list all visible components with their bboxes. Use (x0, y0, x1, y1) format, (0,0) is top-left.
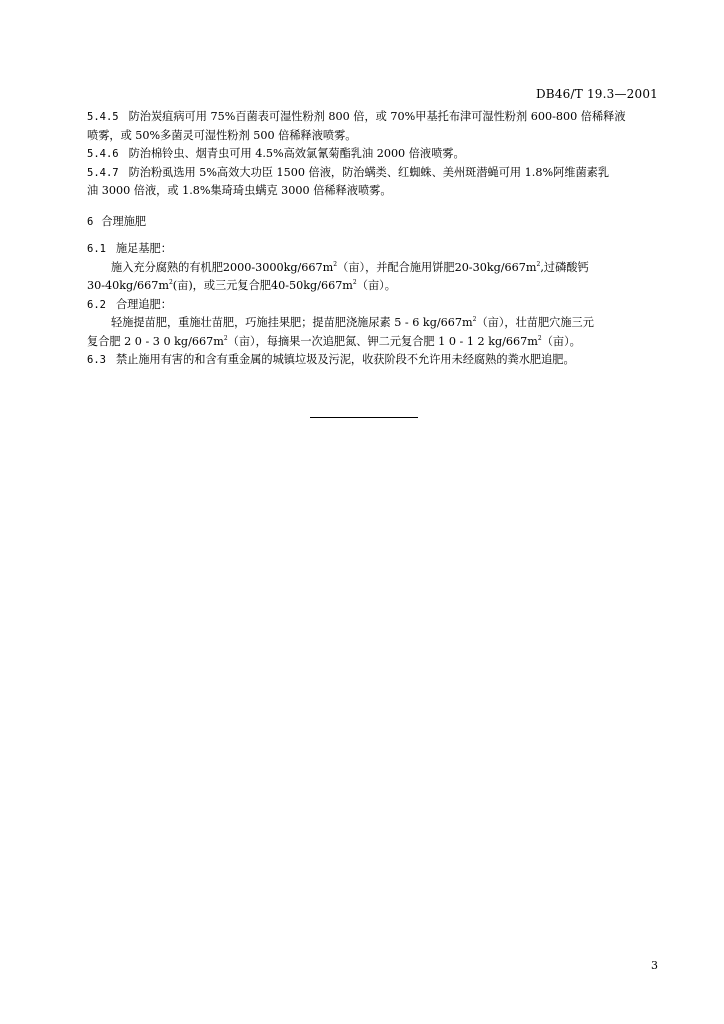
clause-number: 6.3 (87, 354, 106, 366)
section-number: 6 (87, 215, 94, 228)
paragraph-text: （亩），壮苗肥穴施三元 (476, 316, 594, 329)
section-title: 合理施肥 (101, 214, 147, 228)
superscript: 2 (352, 279, 357, 286)
paragraph-5-4-5-line-2 (87, 127, 659, 146)
superscript: 2 (333, 260, 338, 268)
paragraph-text: (亩)，或三元复合肥40-50kg/667m (172, 279, 353, 292)
clause-title: 施足基肥： (115, 242, 172, 255)
superscript: 2 (223, 334, 228, 342)
clause-number: 5.4.5 (87, 111, 119, 123)
standard-code: DB46/T 19.3—2001 (535, 87, 658, 101)
paragraph-text: 防治棉铃虫、烟青虫可用 4.5%高效氯氰菊酯乳油 2000 倍液喷雾。 (128, 147, 465, 160)
clause-6-1-heading (87, 240, 659, 259)
clause-title: 合理追肥： (115, 297, 172, 311)
paragraph-text: 轻施提苗肥，重施壮苗肥，巧施挂果肥；提苗肥浇施尿素 5 - 6 kg/667m (111, 316, 473, 329)
paragraph-5-4-5-line-1 (87, 108, 659, 127)
paragraph-text: 禁止施用有害的和含有重金属的城镇垃圾及污泥，收获阶段不允许用未经腐熟的粪水肥追肥。 (115, 353, 575, 366)
superscript: 2 (472, 316, 477, 323)
paragraph-text: 喷雾，或 50%多菌灵可湿性粉剂 500 倍稀释液喷雾。 (87, 128, 357, 142)
clause-6-1-line-2 (87, 277, 659, 296)
paragraph-text: （亩），并配合施用饼肥20-30kg/667m (337, 260, 537, 274)
superscript: 2 (537, 334, 542, 342)
paragraph-text: 施入充分腐熟的有机肥2000-3000kg/667m (111, 260, 334, 274)
clause-6-1-line-1 (87, 259, 659, 278)
document-body (87, 108, 659, 370)
paragraph-text: （亩）。 (541, 334, 581, 348)
clause-6-2-line-2 (87, 333, 659, 352)
paragraph-5-4-7-line-2 (87, 182, 659, 201)
paragraph-text: 防治炭疽病可用 75%百菌表可湿性粉剂 800 倍，或 70%甲基托布津可湿性粉剂 600-800 倍稀释液 (128, 110, 626, 123)
superscript: 2 (536, 260, 541, 268)
page-number: 3 (651, 959, 658, 972)
paragraph-5-4-7-line-1 (87, 164, 659, 183)
clause-number: 6.2 (87, 298, 106, 311)
paragraph-5-4-6 (87, 145, 659, 164)
clause-number: 5.4.6 (87, 148, 119, 160)
paragraph-text: 30-40kg/667m (87, 279, 169, 292)
clause-6-3 (87, 351, 659, 370)
paragraph-text: ,过磷酸钙 (540, 260, 589, 274)
paragraph-text: 油 3000 倍液，或 1.8%集琦琦虫螨克 3000 倍稀释液喷雾。 (87, 184, 392, 197)
clause-number: 5.4.7 (87, 166, 119, 179)
clause-6-2-line-1 (87, 314, 659, 333)
end-of-standard-rule (310, 417, 418, 418)
clause-6-2-heading (87, 296, 659, 315)
paragraph-text: （亩），每摘果一次追肥氮、钾二元复合肥 1 0 - 1 2 kg/667m (227, 334, 538, 348)
section-heading-6 (87, 213, 659, 232)
paragraph-text: 复合肥 2 0 - 3 0 kg/667m (87, 334, 224, 348)
paragraph-text: 防治粉虱选用 5%高效大功臣 1500 倍液，防治螨类、红蜘蛛、美州斑潜蝇可用 1.8%阿维菌素乳 (128, 165, 610, 179)
paragraph-text: （亩）。 (356, 279, 396, 292)
superscript: 2 (168, 279, 173, 286)
clause-number: 6.1 (87, 243, 106, 255)
